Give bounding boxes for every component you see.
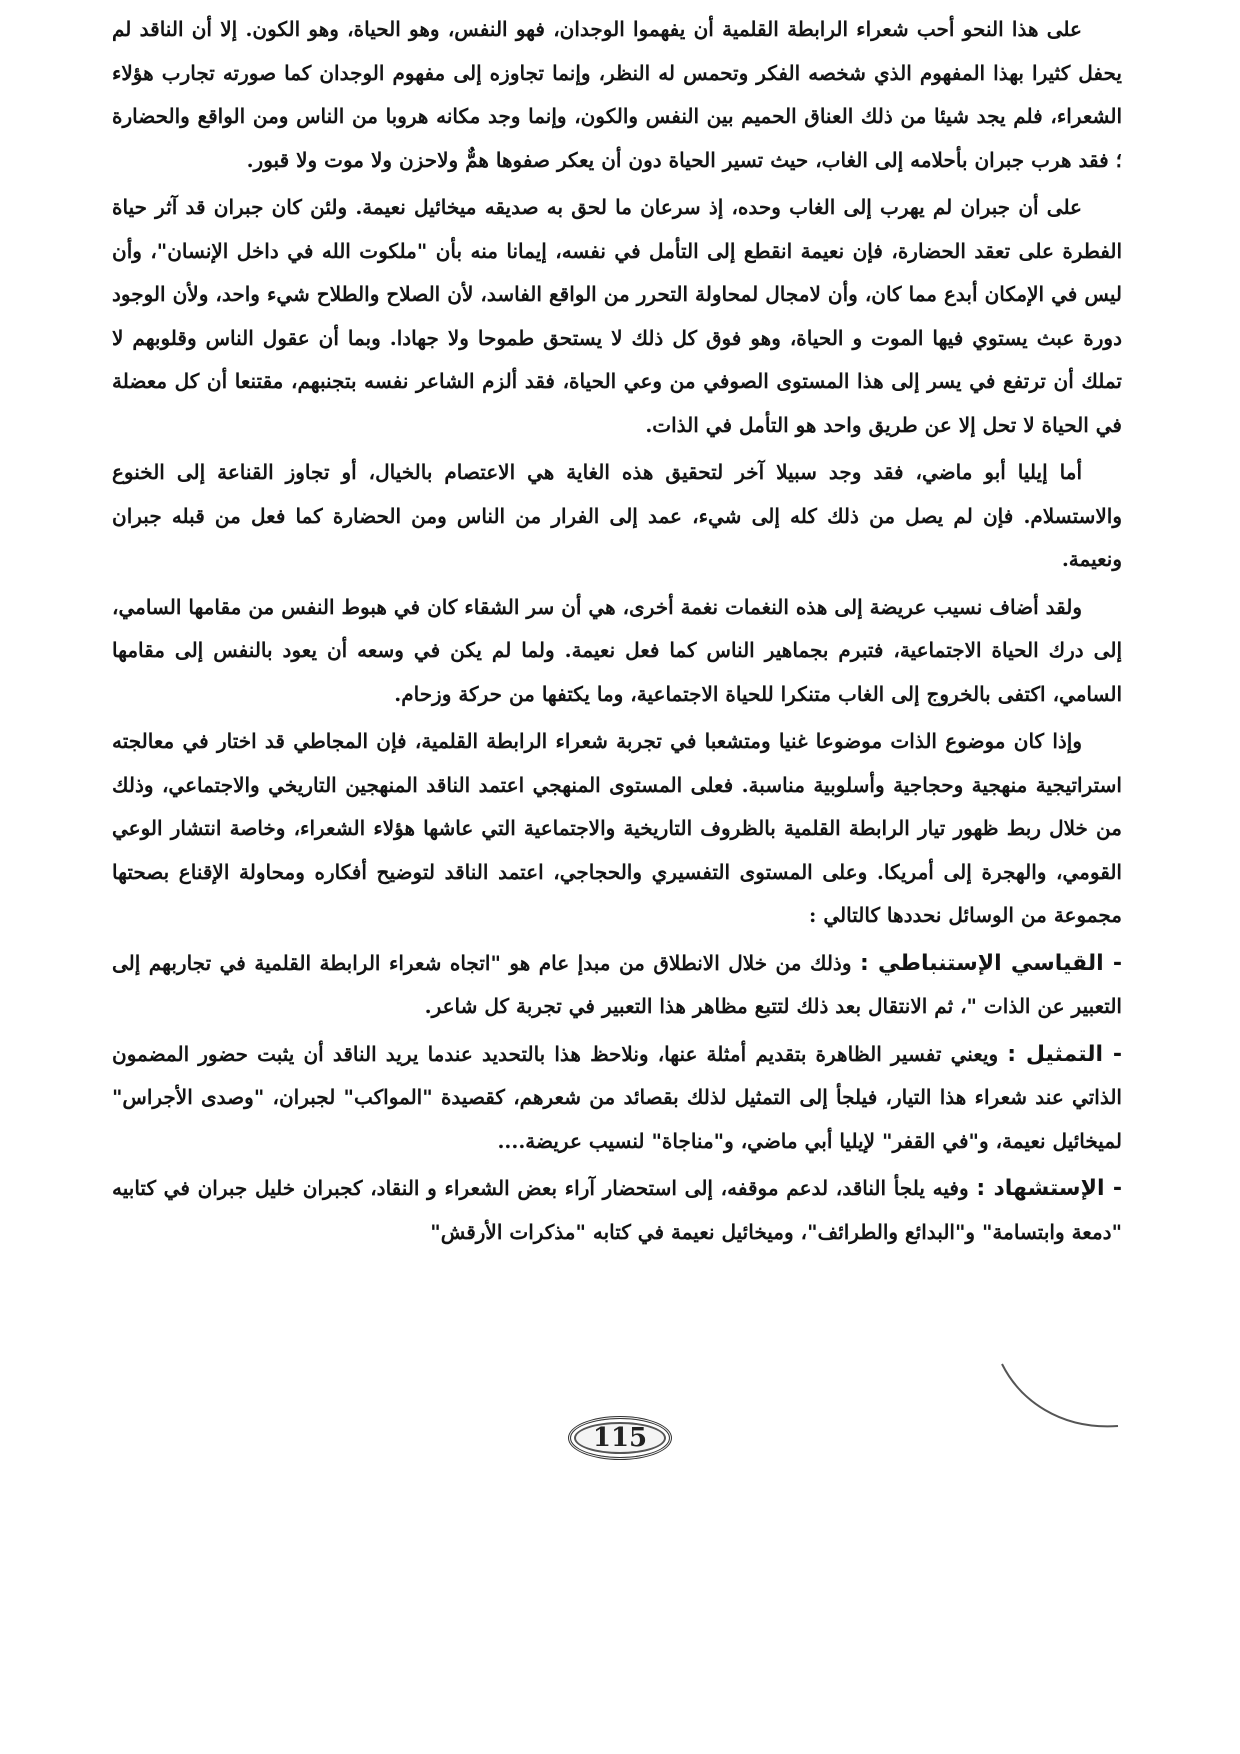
page-body xyxy=(112,8,1122,1258)
paragraph-5-text: وإذا كان موضوع الذات موضوعا غنيا ومتشعبا في تجربة شعراء الرابطة القلمية، فإن المجاطي قد اختار في معالجته استراتيجية منهجية وحجاجية وأسلوبية مناسبة. فعلى المستوى المنهجي اعتمد الناقد المنهجين التاريخي والاجتماعي، وذلك من خلال ربط ظهور تيار الرابطة القلمية بالظروف التاريخية والاجتماعية التي عاشها هؤلاء الشعراء، وخاصة انتشار الوعي القومي، والهجرة إلى أمريكا. وعلى المستوى التفسيري والحجاجي، اعتمد الناقد لتوضيح أفكاره ومحاولة الإقناع بصحتها مجموعة من الوسائل نحددها كالتالي : xyxy=(112,729,1122,927)
term-exemplification: - التمثيل : xyxy=(1007,1041,1122,1067)
paragraph-1 xyxy=(112,8,1122,182)
paragraph-1-text: على هذا النحو أحب شعراء الرابطة القلمية أن يفهموا الوجدان، فهو النفس، وهو الحياة، وهو الكون. إلا أن الناقد لم يحفل كثيرا بهذا المفهوم الذي شخصه الفكر وتحمس له النظر، وإنما تجاوزه إلى مفهوم الوجدان كما صورته تجارب هؤلاء الشعراء، فلم يجد شيئا من ذلك العناق الحميم بين النفس والكون، وإنما وجد مكانه هروبا من الناس ومن الواقع والحضارة ؛ فقد هرب جبران بأحلامه إلى الغاب، حيث تسير الحياة دون أن يعكر صفوها همٌّ ولاحزن ولا موت ولا قبور. xyxy=(112,17,1122,172)
paragraph-2-text: على أن جبران لم يهرب إلى الغاب وحده، إذ سرعان ما لحق به صديقه ميخائيل نعيمة. ولئن كان جبران قد آثر حياة الفطرة على تعقد الحضارة، فإن نعيمة انقطع إلى التأمل في نفسه، إيمانا منه بأن "ملكوت الله في داخل الإنسان"، وأن ليس في الإمكان أبدع مما كان، وأن لامجال لمحاولة التحرر من الواقع الفاسد، لأن الصلاح والطلاح شيء واحد، ولأن الوجود دورة عبث يستوي فيها الموت و الحياة، وهو فوق كل ذلك لا يستحق طموحا ولا جهادا. وبما أن عقول الناس وقلوبهم لا تملك أن ترتفع في يسر إلى هذا المستوى الصوفي من وعي الحياة، فقد ألزم الشاعر نفسه بتجنبهم، مقتنعا أن كل معضلة في الحياة لا تحل إلا عن طريق واحد هو التأمل في الذات. xyxy=(112,195,1123,437)
page-number-container xyxy=(0,1416,1240,1460)
paragraph-exemplification xyxy=(112,1033,1122,1164)
paragraph-6-text: وذلك من خلال الانطلاق من مبدإ عام هو "اتجاه شعراء الرابطة القلمية في تجاربهم إلى التعبير عن الذات "، ثم الانتقال بعد ذلك لتتبع مظاهر هذا التعبير في تجربة كل شاعر. xyxy=(112,950,1122,1018)
paragraph-4 xyxy=(112,586,1122,717)
page-number: 115 xyxy=(568,1416,672,1460)
paragraph-8-text: وفيه يلجأ الناقد، لدعم موقفه، إلى استحضار آراء بعض الشعراء و النقاد، كجبران خليل جبران في كتابيه "دمعة وابتسامة" و"البدائع والطرائف"، وميخائيل نعيمة في كتابه "مذكرات الأرقش" xyxy=(112,1176,1122,1244)
term-deductive-reasoning: - القياسي الإستنباطي : xyxy=(860,950,1122,976)
term-citation: - الإستشهاد : xyxy=(976,1176,1123,1201)
paragraph-7-text: ويعني تفسير الظاهرة بتقديم أمثلة عنها، ونلاحظ هذا بالتحديد عندما يريد الناقد أن يثبت حضور المضمون الذاتي عند شعراء هذا التيار، فيلجأ إلى التمثيل لذلك بقصائد من شعرهم، كقصيدة "المواكب" لجبران، "وصدى الأجراس" لميخائيل نعيمة، و"في القفر" لإيليا أبي ماضي، و"مناجاة" لنسيب عريضة.... xyxy=(112,1041,1122,1153)
paragraph-deductive-reasoning xyxy=(112,942,1122,1029)
paragraph-3-text: أما إيليا أبو ماضي، فقد وجد سبيلا آخر لتحقيق هذه الغاية هي الاعتصام بالخيال، أو تجاوز القناعة إلى الخنوع والاستسلام. فإن لم يصل من ذلك كله إلى شيء، عمد إلى الفرار من الناس ومن الحضارة كما فعل من قبله جبران ونعيمة. xyxy=(112,460,1122,571)
paragraph-citation xyxy=(112,1167,1122,1254)
paragraph-2 xyxy=(112,186,1122,447)
paragraph-4-text: ولقد أضاف نسيب عريضة إلى هذه النغمات نغمة أخرى، هي أن سر الشقاء كان في هبوط النفس من مقامها السامي، إلى درك الحياة الاجتماعية، فتبرم بجماهير الناس كما فعل نعيمة. ولما لم يكن في وسعه أن يعود بالنفس إلى مقامها السامي، اكتفى بالخروج إلى الغاب متنكرا للحياة الاجتماعية، وما يكتفها من حركة وزحام. xyxy=(112,594,1122,706)
paragraph-5 xyxy=(112,720,1122,938)
paragraph-3 xyxy=(112,451,1122,582)
